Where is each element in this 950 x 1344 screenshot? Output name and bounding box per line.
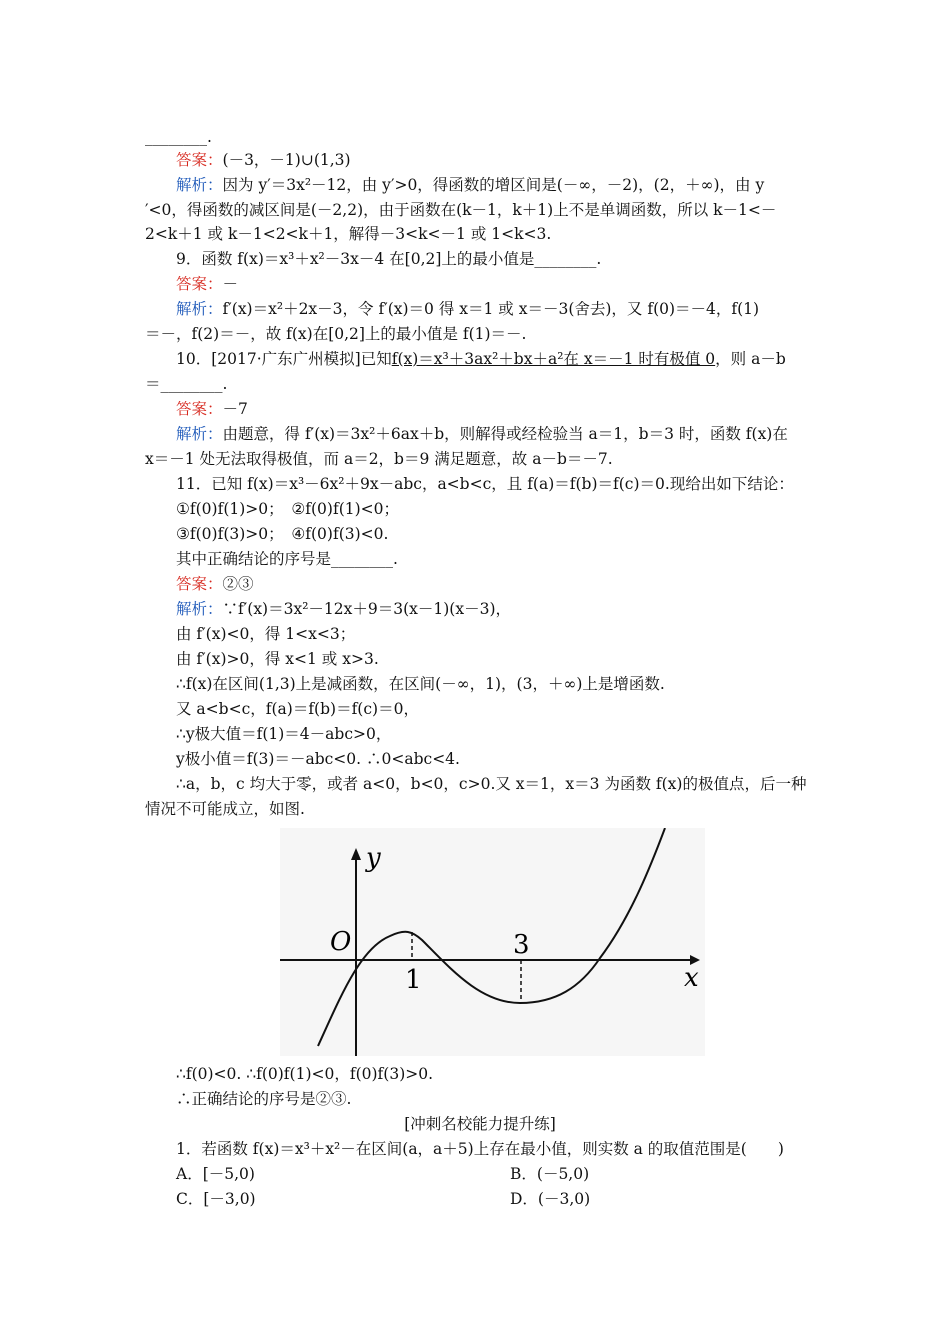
answer-text: －7 [222, 400, 248, 418]
answer-line [176, 398, 846, 420]
analysis-line [176, 174, 846, 196]
answer-label: 答案： [176, 575, 223, 593]
conclusion-line: ①f(0)f(1)>0； ②f(0)f(1)<0； [176, 500, 400, 518]
blank-line: ________. [145, 128, 212, 146]
x-axis-label: x [684, 963, 699, 993]
question-11: 11．已知 f(x)＝x³－6x²＋9x－abc，a<b<c，且 f(a)＝f(b)＝f(c)＝0.现给出如下结论： [176, 475, 794, 493]
text-line: ∴a，b，c 均大于零，或者 a<0，b<0，c>0.又 x＝1，x＝3 为函数 f(x)的极值点，后一种 [176, 775, 807, 793]
analysis-line [176, 423, 846, 445]
analysis-label: 解析： [176, 176, 223, 194]
text-line: y极小值＝f(3)＝－abc<0. ∴0<abc<4. [176, 750, 460, 768]
section-title: [冲刺名校能力提升练] [404, 1115, 556, 1133]
analysis-line [176, 598, 846, 620]
answer-line [176, 573, 846, 595]
text-line: ＝________. [145, 375, 228, 393]
analysis-label: 解析： [176, 300, 223, 318]
answer-text: － [222, 275, 239, 293]
question-1: 1．若函数 f(x)＝x³＋x²－在区间(a，a＋5)上存在最小值，则实数 a 的取值范围是( ) [176, 1140, 784, 1158]
text-line: 其中正确结论的序号是________. [176, 550, 398, 568]
analysis-text: ∵f′(x)＝3x²－12x＋9＝3(x－1)(x－3)， [222, 600, 512, 618]
text-line: 由 f′(x)>0，得 x<1 或 x>3. [176, 650, 379, 668]
option-b: B．(－5,0) [510, 1165, 590, 1183]
text-line: ∴y极大值＝f(1)＝4－abc>0， [176, 725, 392, 743]
analysis-line [176, 298, 846, 320]
analysis-text: 由题意，得 f′(x)＝3x²＋6ax＋b，则解得或经检验当 a＝1，b＝3 时，函数 f(x)在 [222, 425, 788, 443]
text-line: ′<0，得函数的减区间是(－2,2)，由于函数在(k－1，k＋1)上不是单调函数，所以 k－1<－ [145, 201, 777, 219]
question-10-suffix: ，则 a－b [715, 350, 786, 368]
analysis-text: f′(x)＝x²＋2x－3，令 f′(x)＝0 得 x＝1 或 x＝－3(舍去)，又 f(0)＝－4，f(1) [222, 300, 760, 318]
analysis-label: 解析： [176, 600, 223, 618]
answer-label: 答案： [176, 275, 223, 293]
analysis-label: 解析： [176, 425, 223, 443]
question-9: 9．函数 f(x)＝x³＋x²－3x－4 在[0,2]上的最小值是________. [176, 250, 602, 268]
answer-line [176, 149, 846, 171]
tick-label-1: 1 [405, 965, 422, 995]
text-line: 情况不可能成立，如图. [145, 800, 305, 818]
question-10 [176, 348, 846, 370]
text-line: 又 a<b<c，f(a)＝f(b)＝f(c)＝0， [176, 700, 419, 718]
text-line: 由 f′(x)<0，得 1<x<3； [176, 625, 356, 643]
conclusion-line: ③f(0)f(3)>0； ④f(0)f(3)<0. [176, 525, 389, 543]
option-c: C．[－3,0) [176, 1190, 256, 1208]
text-line: x＝－1 处无法取得极值，而 a＝2，b＝9 满足题意，故 a－b＝－7. [145, 450, 613, 468]
answer-text: (－3，－1)∪(1,3) [222, 151, 351, 169]
function-graph [280, 828, 705, 1056]
text-line: ∴正确结论的序号是②③. [176, 1090, 352, 1108]
analysis-text: 因为 y′＝3x²－12，由 y′>0，得函数的增区间是(－∞，－2)，(2，＋∞)，由 y [222, 176, 765, 194]
origin-label: O [330, 927, 352, 957]
question-10-underlined: f(x)＝x³＋3ax²＋bx＋a²在 x＝－1 时有极值 0 [391, 350, 716, 368]
text-line: 2<k＋1 或 k－1<2<k＋1，解得－3<k<－1 或 1<k<3. [145, 225, 552, 243]
text-line: ∴f(0)<0. ∴f(0)f(1)<0，f(0)f(3)>0. [176, 1065, 434, 1083]
option-d: D．(－3,0) [510, 1190, 591, 1208]
y-axis-label: y [366, 843, 381, 873]
answer-label: 答案： [176, 400, 223, 418]
text-line: ∴f(x)在区间(1,3)上是减函数，在区间(－∞，1)，(3，＋∞)上是增函数. [176, 675, 665, 693]
option-a: A．[－5,0) [176, 1165, 255, 1183]
answer-text: ②③ [222, 575, 254, 593]
tick-label-3: 3 [513, 930, 530, 960]
answer-line [176, 273, 846, 295]
y-axis-arrow [351, 848, 361, 860]
question-10-prefix: 10．[2017·广东广州模拟]已知 [176, 350, 392, 368]
text-line: ＝－，f(2)＝－，故 f(x)在[0,2]上的最小值是 f(1)＝－. [145, 325, 527, 343]
answer-label: 答案： [176, 151, 223, 169]
